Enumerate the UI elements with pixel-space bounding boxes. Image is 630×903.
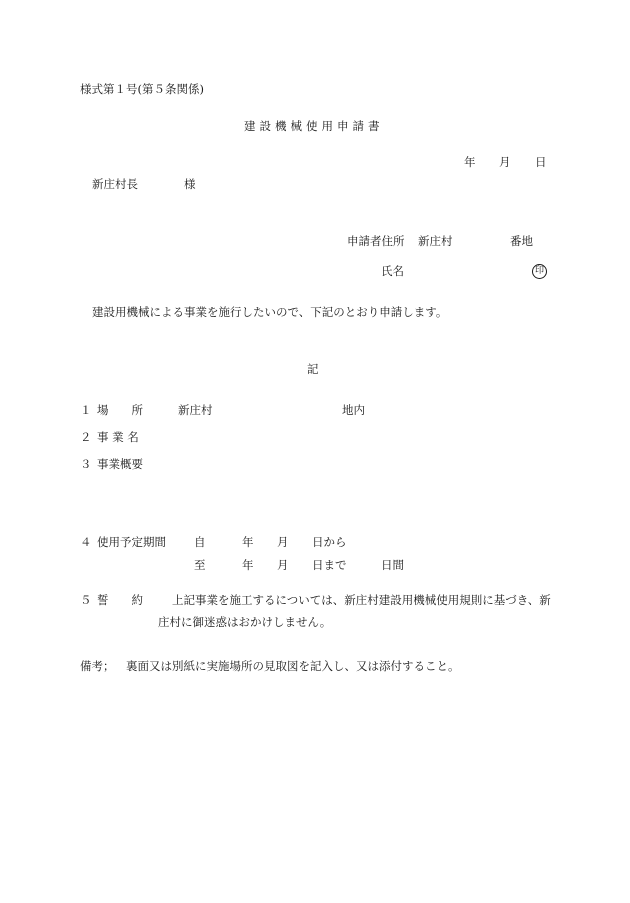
ki-heading: 記 [307, 362, 319, 376]
item-2-number: ２ [80, 430, 92, 444]
item-1-number: １ [80, 403, 92, 417]
date-year: 年 [464, 155, 476, 169]
period-days: 日間 [381, 558, 404, 572]
item-1-suffix: 地内 [342, 403, 365, 417]
remarks-text: 裏面又は別紙に実施場所の見取図を記入し、又は添付すること。 [126, 659, 460, 673]
applicant-address-label: 申請者住所 [347, 234, 405, 248]
item-3-label: 事業概要 [97, 457, 143, 471]
period-from-day: 日から [312, 535, 347, 549]
page-title: 建設機械使用申請書 [244, 119, 384, 133]
period-from-marker: 自 [194, 535, 206, 549]
seal-mark: 印 [532, 264, 547, 279]
period-to-month: 月 [277, 558, 289, 572]
intro-text: 建設用機械による事業を施行したいので、下記のとおり申請します。 [92, 305, 448, 319]
item-1-village: 新庄村 [178, 403, 213, 417]
applicant-name-label: 氏名 [381, 264, 404, 278]
item-1-label: 場 所 [97, 403, 143, 417]
date-day: 日 [535, 155, 547, 169]
period-from-month: 月 [277, 535, 289, 549]
item-4-number: ４ [80, 535, 92, 549]
item-5-label: 誓 約 [97, 593, 143, 607]
applicant-village: 新庄村 [418, 234, 453, 248]
item-4-label: 使用予定期間 [97, 535, 166, 549]
pledge-line-1: 上記事業を施工するについては、新庄村建設用機械使用規則に基づき、新 [172, 593, 551, 607]
period-to-day: 日まで [312, 558, 347, 572]
item-2-label: 事 業 名 [97, 430, 139, 444]
form-number: 様式第１号(第５条関係) [80, 82, 204, 96]
applicant-lot-suffix: 番地 [510, 234, 533, 248]
item-5-number: ５ [80, 593, 92, 607]
period-from-year: 年 [242, 535, 254, 549]
addressee-honorific: 様 [184, 177, 196, 191]
addressee-name: 新庄村長 [92, 177, 138, 191]
pledge-line-2: 庄村に御迷惑はおかけしません。 [158, 615, 332, 629]
remarks-label: 備考； [80, 659, 115, 673]
item-3-number: ３ [80, 457, 92, 471]
period-to-year: 年 [242, 558, 254, 572]
date-month: 月 [499, 155, 511, 169]
period-to-marker: 至 [194, 558, 206, 572]
